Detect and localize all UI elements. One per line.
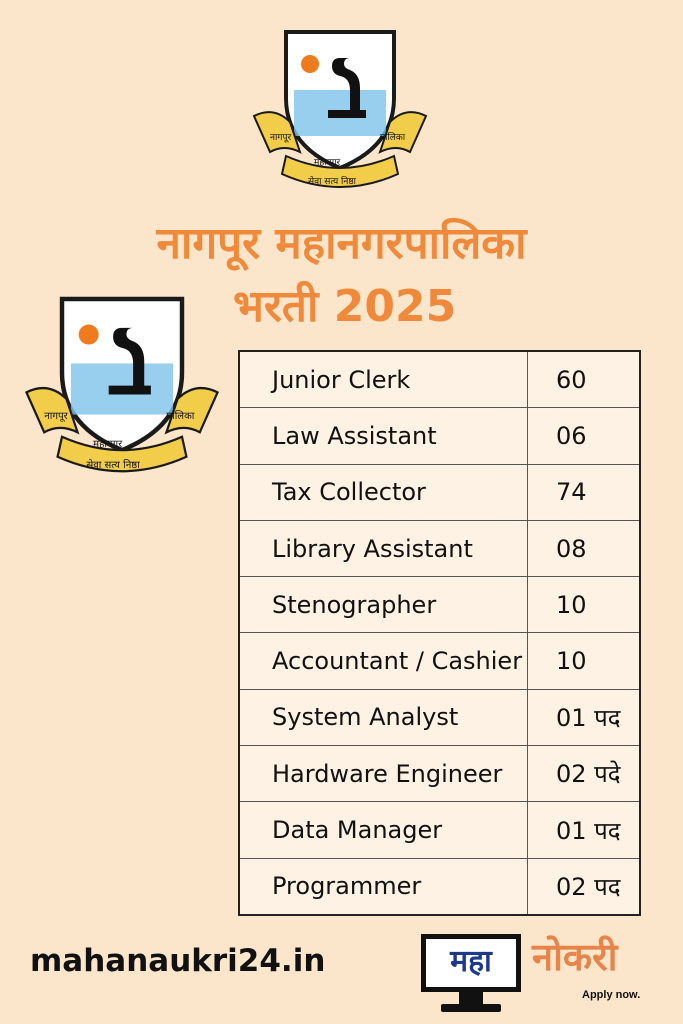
post-name: Library Assistant xyxy=(239,520,528,576)
table-row xyxy=(239,577,640,633)
table-row xyxy=(239,746,640,802)
post-count: 01 पद xyxy=(528,689,641,745)
table-row xyxy=(239,351,640,408)
emblem-right-scroll: पालिका xyxy=(166,411,195,422)
page-title-line1: नागपूर महानगरपालिका xyxy=(156,218,527,269)
logo-nokari-text: नोकरी xyxy=(532,935,618,979)
emblem-motto: सेवा सत्य निष्ठा xyxy=(308,177,357,187)
post-name: Accountant / Cashier xyxy=(239,633,528,689)
post-name: Programmer xyxy=(239,858,528,915)
post-count: 08 xyxy=(528,520,641,576)
table-row xyxy=(239,802,640,858)
post-name: Law Assistant xyxy=(239,408,528,464)
monitor-base xyxy=(441,1004,501,1012)
website-link[interactable]: mahanaukri24.in xyxy=(30,943,326,979)
post-count: 02 पद xyxy=(528,858,641,915)
table-row xyxy=(239,858,640,915)
emblem-left-scroll: नागपूर xyxy=(270,133,292,143)
logo-maha-text: महा xyxy=(450,944,492,979)
post-name: Stenographer xyxy=(239,577,528,633)
logo-apply-text[interactable]: Apply now. xyxy=(582,989,641,1001)
maha-nokari-logo xyxy=(421,934,521,1014)
table-row xyxy=(239,633,640,689)
emblem-center-scroll: महानगर xyxy=(93,438,123,450)
emblem-left xyxy=(22,294,222,484)
emblem-top xyxy=(250,28,430,198)
post-count: 74 xyxy=(528,464,641,520)
monitor-stand xyxy=(459,992,483,1004)
post-name: Junior Clerk xyxy=(239,351,528,408)
table-row xyxy=(239,464,640,520)
post-count: 10 xyxy=(528,577,641,633)
post-count: 01 पद xyxy=(528,802,641,858)
post-count: 10 xyxy=(528,633,641,689)
post-name: Tax Collector xyxy=(239,464,528,520)
table-row xyxy=(239,520,640,576)
table-row xyxy=(239,408,640,464)
emblem-motto: सेवा सत्य निष्ठा xyxy=(86,459,140,471)
post-name: Hardware Engineer xyxy=(239,746,528,802)
posts-table xyxy=(238,350,641,916)
post-count: 02 पदे xyxy=(528,746,641,802)
table-row xyxy=(239,689,640,745)
emblem-right-scroll: पालिका xyxy=(380,133,406,143)
monitor-icon xyxy=(421,934,521,992)
post-count: 60 xyxy=(528,351,641,408)
emblem-center-scroll: महानगर xyxy=(314,158,341,168)
post-count: 06 xyxy=(528,408,641,464)
post-name: System Analyst xyxy=(239,689,528,745)
post-name: Data Manager xyxy=(239,802,528,858)
page-title-line2: भरती 2025 xyxy=(233,281,457,332)
emblem-left-scroll: नागपूर xyxy=(44,411,68,422)
